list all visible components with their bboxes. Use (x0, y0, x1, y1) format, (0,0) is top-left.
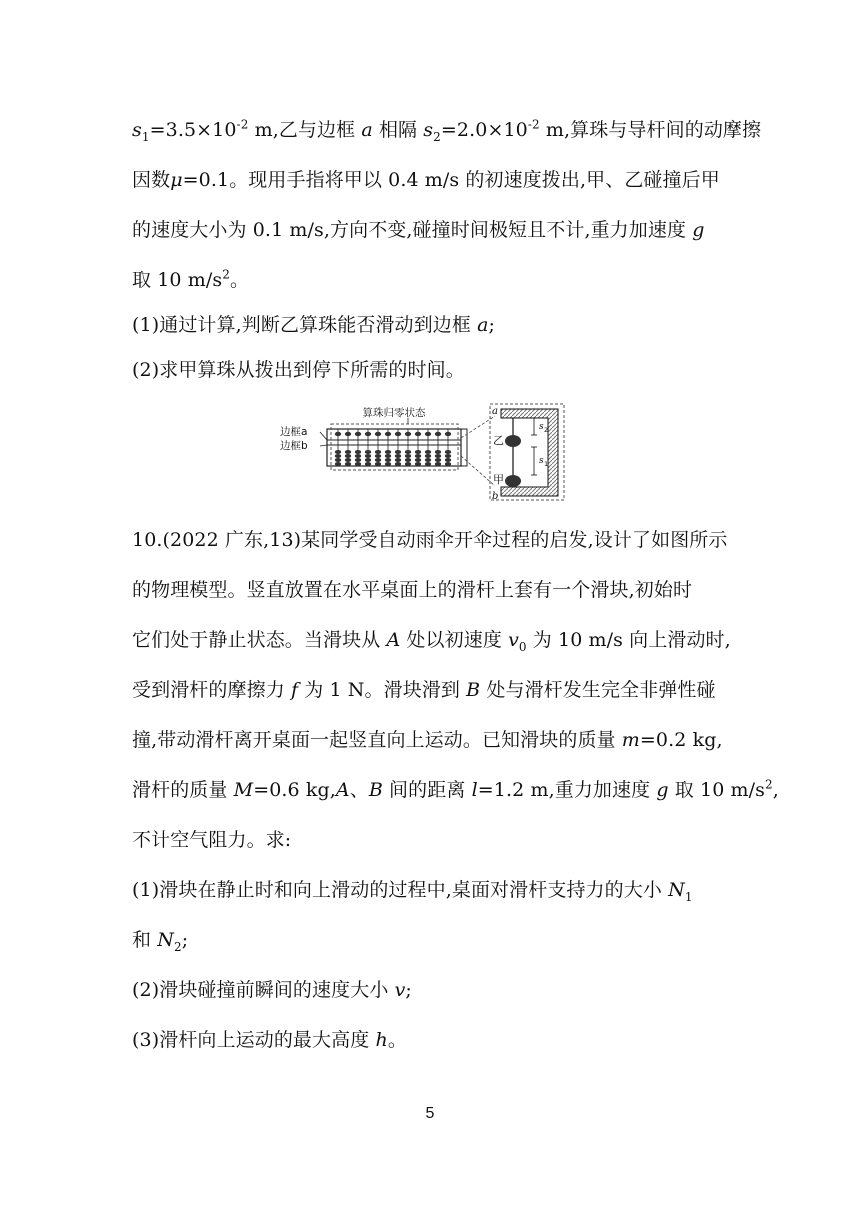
lower-bead (395, 454, 401, 458)
lower-bead (435, 450, 441, 454)
lower-bead (415, 454, 421, 458)
lower-bead (415, 450, 421, 454)
text-run: 间的距离 (382, 779, 472, 801)
text-run: 和 (132, 929, 158, 951)
text-run: 、 (349, 779, 369, 801)
yi-bead (505, 435, 521, 447)
lower-bead (425, 462, 431, 466)
text-line (132, 526, 752, 554)
text-line (132, 826, 752, 854)
text-run: 10.(2022 广东,13)某同学受自动雨伞开伞过程的启发,设计了如图所示 (132, 529, 728, 551)
yi-label: 乙 (493, 434, 504, 447)
lower-bead (385, 458, 391, 462)
superscript-text: -2 (236, 117, 249, 132)
upper-bead (335, 432, 341, 436)
text-line (132, 776, 779, 804)
italic-variable: M (233, 779, 254, 801)
italic-variable: h (375, 1029, 388, 1051)
frame-a-pointer (320, 432, 327, 440)
lower-bead (445, 454, 451, 458)
text-run: =1.2 m,重力加速度 (477, 779, 657, 801)
text-run: 为 1 N。滑块滑到 (298, 679, 467, 701)
detail-b-label: b (492, 491, 499, 502)
italic-variable: N (157, 929, 174, 951)
italic-variable: A (386, 629, 401, 651)
lower-bead (365, 450, 371, 454)
text-line (132, 1026, 752, 1054)
text-run: 处与滑杆发生完全非弹性碰 (480, 679, 716, 701)
lower-bead (375, 450, 381, 454)
lower-bead (365, 454, 371, 458)
abacus-rods-group (335, 429, 451, 466)
text-line (132, 876, 752, 904)
text-line (132, 311, 752, 339)
lower-bead (385, 454, 391, 458)
italic-variable: f (290, 679, 299, 701)
text-run: ; (181, 929, 189, 951)
jia-label: 甲 (493, 473, 504, 486)
text-line (132, 116, 762, 144)
subscript-text: 1 (141, 129, 150, 144)
lower-bead (355, 454, 361, 458)
detail-a-label: a (492, 406, 498, 417)
upper-bead (345, 432, 351, 436)
text-run: 的速度大小为 0.1 m/s,方向不变,碰撞时间极短且不计,重力加速度 (132, 219, 693, 241)
text-line (132, 626, 752, 654)
text-line (132, 976, 752, 1004)
text-run: ; (488, 314, 496, 336)
text-run: ; (405, 979, 412, 1001)
text-run: 。 (229, 269, 250, 291)
italic-variable: g (656, 779, 669, 801)
lower-bead (375, 458, 381, 462)
text-line (132, 676, 752, 704)
lower-bead (415, 462, 421, 466)
lower-bead (335, 462, 341, 466)
lower-bead (385, 462, 391, 466)
text-line (132, 576, 752, 604)
upper-bead (355, 432, 361, 436)
lower-bead (425, 458, 431, 462)
italic-variable: B (466, 679, 481, 701)
lower-bead (345, 458, 351, 462)
text-run: 因数 (132, 169, 171, 191)
lower-bead (335, 458, 341, 462)
text-run: , (772, 779, 779, 801)
upper-bead (365, 432, 371, 436)
lower-bead (445, 450, 451, 454)
lower-bead (435, 454, 441, 458)
text-run: (2)滑块碰撞前瞬间的速度大小 (132, 979, 395, 1001)
text-run: 受到滑杆的摩擦力 (132, 679, 291, 701)
text-run: (3)滑杆向上运动的最大高度 (132, 1029, 376, 1051)
subscript-text: 2 (173, 939, 182, 954)
jia-bead (505, 475, 521, 487)
italic-variable: a (477, 314, 489, 336)
text-run: m,算珠与导杆间的动摩擦 (539, 119, 762, 141)
lower-bead (365, 462, 371, 466)
abacus-diagram (280, 400, 570, 505)
italic-variable: a (361, 119, 373, 141)
svg-text:1: 1 (544, 460, 549, 468)
upper-bead (395, 432, 401, 436)
lower-bead (395, 450, 401, 454)
frame-a-label: 边框a (280, 426, 308, 438)
lower-bead (355, 450, 361, 454)
text-run: 相隔 (372, 119, 424, 141)
lower-bead (345, 450, 351, 454)
upper-bead (435, 432, 441, 436)
lower-bead (365, 458, 371, 462)
italic-variable: v (394, 979, 406, 1001)
lower-bead (405, 454, 411, 458)
text-run: 撞,带动滑杆离开桌面一起竖直向上运动。已知滑块的质量 (132, 729, 622, 751)
italic-variable: m (621, 729, 640, 751)
text-run: m,乙与边框 (248, 119, 362, 141)
text-run: =2.0×10 (440, 119, 528, 141)
lower-bead (375, 454, 381, 458)
italic-variable: μ (170, 169, 183, 191)
lower-bead (375, 462, 381, 466)
italic-variable: A (335, 779, 350, 801)
upper-bead (405, 432, 411, 436)
upper-bead (375, 432, 381, 436)
upper-bead (425, 432, 431, 436)
lower-bead (425, 454, 431, 458)
text-line (132, 926, 752, 954)
figure-title: 算珠归零状态 (362, 407, 426, 419)
svg-text:s: s (539, 456, 544, 466)
lower-bead (345, 462, 351, 466)
lower-bead (335, 450, 341, 454)
page-number: 5 (425, 1105, 435, 1122)
lower-bead (345, 454, 351, 458)
lower-bead (335, 454, 341, 458)
italic-variable: g (692, 219, 705, 241)
text-run: (1)通过计算,判断乙算珠能否滑动到边框 (132, 314, 478, 336)
lower-bead (445, 458, 451, 462)
lower-bead (355, 462, 361, 466)
lower-bead (385, 450, 391, 454)
italic-variable: s (132, 119, 142, 141)
superscript-text: 2 (222, 267, 230, 282)
lower-bead (395, 462, 401, 466)
lower-bead (405, 450, 411, 454)
svg-text:s: s (539, 422, 544, 432)
italic-variable: s (423, 119, 434, 141)
italic-variable: l (471, 779, 478, 801)
lower-bead (415, 458, 421, 462)
subscript-text: 1 (684, 889, 693, 904)
upper-bead (415, 432, 421, 436)
text-run: 取 10 m/s (668, 779, 765, 801)
lower-bead (425, 450, 431, 454)
frame-b-label: 边框b (280, 440, 308, 452)
text-run: 处以初速度 (400, 629, 509, 651)
text-line (132, 726, 752, 754)
lower-bead (355, 458, 361, 462)
text-run: =0.2 kg, (639, 729, 723, 751)
lower-bead (405, 462, 411, 466)
text-run: 不计空气阻力。求: (132, 829, 292, 851)
text-line (132, 266, 752, 294)
text-run: 。 (387, 1029, 407, 1051)
frame-b-pointer (320, 445, 327, 446)
text-run: 它们处于静止状态。当滑块从 (132, 629, 387, 651)
text-line (132, 216, 752, 244)
lower-bead (435, 462, 441, 466)
text-run: 滑杆的质量 (132, 779, 234, 801)
s2-label (539, 422, 548, 434)
superscript-text: -2 (527, 117, 540, 132)
text-run: (2)求甲算珠从拨出到停下所需的时间。 (132, 359, 465, 381)
subscript-text: 2 (433, 129, 441, 144)
abacus-figure (280, 400, 570, 505)
text-line (132, 356, 752, 384)
italic-variable: v (508, 629, 519, 651)
s1-label (539, 456, 548, 468)
text-line (132, 166, 752, 194)
text-run: 为 10 m/s 向上滑动时, (526, 629, 731, 651)
italic-variable: B (368, 779, 383, 801)
text-run: 的物理模型。竖直放置在水平桌面上的滑杆上套有一个滑块,初始时 (132, 579, 693, 601)
italic-variable: N (668, 879, 685, 901)
lower-bead (435, 458, 441, 462)
upper-bead (385, 432, 391, 436)
text-run: =0.6 kg, (253, 779, 336, 801)
text-run: =0.1。现用手指将甲以 0.4 m/s 的初速度拨出,甲、乙碰撞后甲 (182, 169, 720, 191)
text-run: 取 10 m/s (132, 269, 223, 291)
superscript-text: 2 (765, 777, 773, 792)
text-run: (1)滑块在静止时和向上滑动的过程中,桌面对滑杆支持力的大小 (132, 879, 669, 901)
subscript-text: 0 (518, 639, 527, 654)
svg-text:2: 2 (544, 426, 549, 434)
lower-bead (395, 458, 401, 462)
text-run: =3.5×10 (149, 119, 237, 141)
lower-bead (445, 462, 451, 466)
upper-bead (445, 432, 451, 436)
lower-bead (405, 458, 411, 462)
